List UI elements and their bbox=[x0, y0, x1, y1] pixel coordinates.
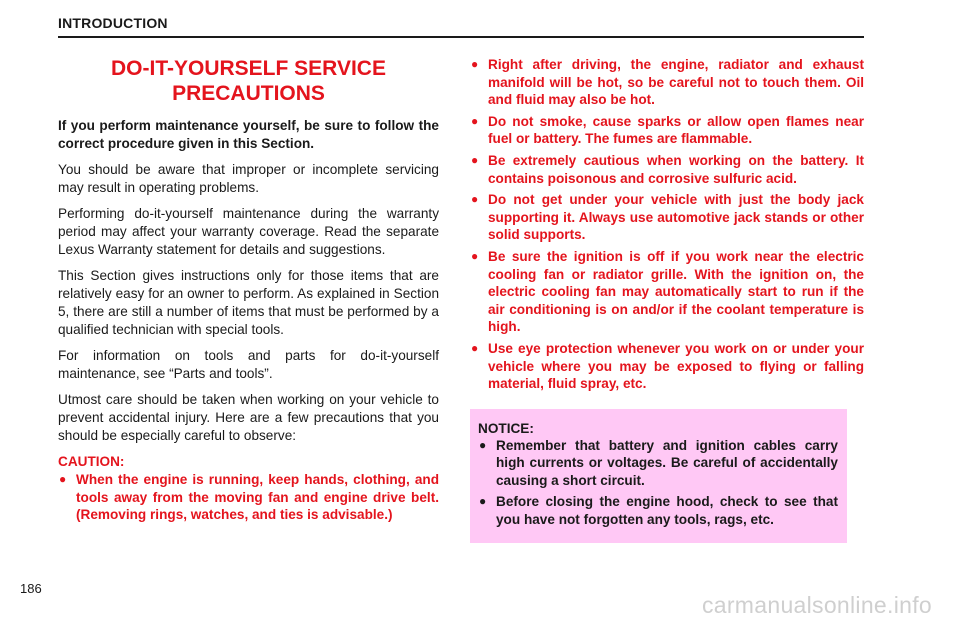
bullet-icon: ● bbox=[471, 57, 479, 71]
caution-item bbox=[470, 340, 864, 393]
bullet-icon: ● bbox=[471, 340, 479, 355]
intro-paragraph: If you perform maintenance yourself, be sure to follow the correct procedure given in this Section. bbox=[58, 118, 439, 151]
body-paragraph: Performing do-it-yourself maintenance during the warranty period may affect your warranty coverage. Read the separate Lexus Warranty statement for details and suggestions. bbox=[58, 206, 439, 257]
bullet-icon: ● bbox=[479, 437, 487, 452]
bullet-icon: ● bbox=[479, 494, 487, 509]
caution-heading: CAUTION: bbox=[58, 454, 125, 469]
title-line-1: DO-IT-YOURSELF SERVICE bbox=[111, 57, 386, 80]
title-line-2: PRECAUTIONS bbox=[172, 82, 325, 105]
bullet-icon: ● bbox=[471, 248, 479, 263]
left-column bbox=[58, 56, 439, 528]
header-rule bbox=[58, 36, 864, 38]
page-number: 186 bbox=[20, 581, 42, 596]
notice-box bbox=[470, 409, 847, 543]
caution-item bbox=[470, 191, 864, 244]
caution-item bbox=[470, 152, 864, 187]
caution-list-left bbox=[58, 471, 439, 524]
page-title bbox=[58, 56, 439, 106]
caution-item-text: Use eye protection whenever you work on or under your vehicle where you may be exposed to flying or falling material, fluid spray, etc. bbox=[488, 340, 864, 392]
caution-item bbox=[470, 56, 864, 109]
body-paragraph: You should be aware that improper or incomplete servicing may result in operating problems. bbox=[58, 162, 439, 195]
bullet-icon: ● bbox=[59, 472, 67, 486]
caution-item bbox=[470, 113, 864, 148]
body-paragraph: For information on tools and parts for do-it-yourself maintenance, see “Parts and tools”. bbox=[58, 348, 439, 381]
right-column bbox=[470, 56, 864, 543]
body-paragraph: Utmost care should be taken when working on your vehicle to prevent accidental injury. Here are a few precautions that you should be especially careful to observe: bbox=[58, 392, 439, 443]
notice-item-text: Remember that battery and ignition cables carry high currents or voltages. Be careful of accidentally causing a short circuit. bbox=[496, 437, 838, 488]
caution-item bbox=[470, 248, 864, 336]
body-paragraph: This Section gives instructions only for those items that are relatively easy for an owner to perform. As explained in Section 5, there are still a number of items that must be performed by a qualified technician with special tools. bbox=[58, 268, 439, 337]
caution-item-text: Do not smoke, cause sparks or allow open flames near fuel or battery. The fumes are flammable. bbox=[488, 113, 864, 147]
bullet-icon: ● bbox=[471, 192, 479, 207]
notice-heading: NOTICE: bbox=[478, 420, 534, 436]
notice-item bbox=[478, 493, 838, 528]
bullet-icon: ● bbox=[471, 113, 479, 128]
caution-item-text: Be sure the ignition is off if you work near the electric cooling fan or radiator grille. With the ignition on, the electric cooling fan may automatically start to run if the air conditioning is on and/or if the coolant temperature is high. bbox=[488, 248, 864, 335]
section-header: INTRODUCTION bbox=[58, 15, 168, 31]
notice-list bbox=[478, 437, 838, 529]
caution-item-text: Right after driving, the engine, radiator and exhaust manifold will be hot, so be careful not to touch them. Oil and fluid may also be hot. bbox=[488, 57, 864, 108]
caution-item bbox=[58, 471, 439, 524]
watermark: carmanualsonline.info bbox=[701, 592, 932, 618]
notice-item-text: Before closing the engine hood, check to see that you have not forgotten any tools, rags, etc. bbox=[496, 494, 838, 528]
caution-item-text: Be extremely cautious when working on the battery. It contains poisonous and corrosive sulfuric acid. bbox=[488, 152, 864, 186]
notice-item bbox=[478, 437, 838, 490]
caution-list-right bbox=[470, 56, 864, 393]
caution-item-text: When the engine is running, keep hands, clothing, and tools away from the moving fan and engine drive belt. (Removing rings, watches, and ties is advisable.) bbox=[76, 472, 439, 523]
bullet-icon: ● bbox=[471, 152, 479, 167]
caution-item-text: Do not get under your vehicle with just the body jack supporting it. Always use automotive jack stands or other solid supports. bbox=[488, 192, 864, 243]
